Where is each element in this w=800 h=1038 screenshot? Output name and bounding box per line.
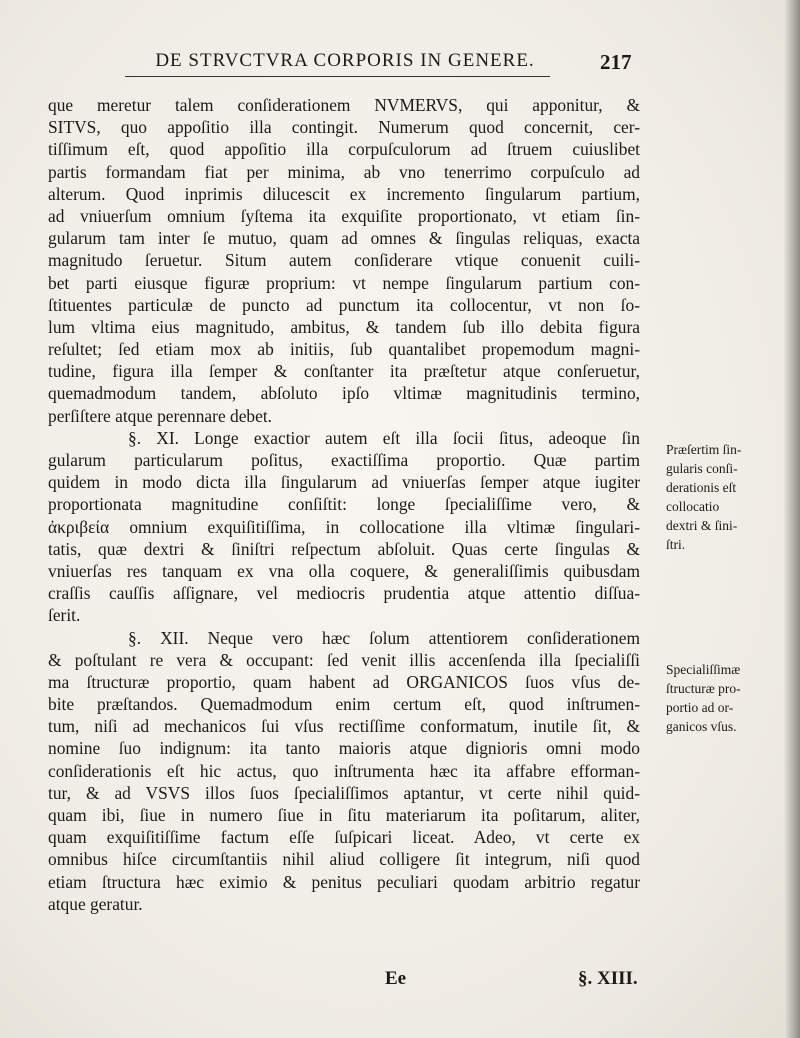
- header-rule: [125, 76, 550, 77]
- text-line: craſſis cauſſis aſſignare, vel mediocris prudentia atque attentio diſſua-: [48, 583, 640, 604]
- text-line: partis formandam fiat per minima, ab vno tenerrimo corpuſculo ad: [48, 161, 640, 182]
- text-line: lum vltima eius magnitudo, ambitus, & tandem ſub illo debita figura: [48, 316, 640, 337]
- text-line: etiam ſtructura hæc eximio & penitus peculiari quodam arbitrio regatur: [48, 871, 640, 892]
- text-line: nomine ſuo indignum: ita tanto maioris atque dignioris omni modo: [48, 738, 640, 759]
- text-line: ad vniuerſum omnium ſyſtema ita exquiſite proportionato, vt etiam ſin-: [48, 205, 640, 226]
- page-edge-shadow: [784, 0, 800, 1038]
- text-line: reſultet; ſed etiam mox ab initiis, ſub quantalibet propemodum magni-: [48, 339, 640, 360]
- text-line: ma ſtructuræ proportio, quam habent ad ORGANICOS ſuos vſus de-: [48, 671, 640, 692]
- margin-note-line: ſtri.: [666, 537, 686, 552]
- text-line: tatis, quæ dextri & ſiniſtri reſpectum abſoluit. Quas certe ſingulas &: [48, 538, 640, 559]
- text-line: tum, niſi ad mechanicos ſui vſus rectiſſime conformatum, inutile ſit, &: [48, 716, 640, 737]
- text-line: tiſſimum eſt, quod appoſitio illa corpuſculorum ad ſtruem cuiuslibet: [48, 139, 640, 160]
- margin-note-line: gularis conſi-: [666, 461, 738, 476]
- body-text: [48, 94, 640, 915]
- page-number: 217: [600, 50, 632, 74]
- margin-note-1: [666, 440, 796, 554]
- margin-note-line: portio ad or-: [666, 700, 734, 715]
- text-line: tur, & ad VSVS illos ſuos ſpecialiſſimos aptantur, vt certe nihil quid-: [48, 782, 640, 803]
- signature-mark: Ee: [385, 968, 407, 989]
- text-line: quemadmodum tandem, abſoluto ipſo vltimæ magnitudinis termino,: [48, 383, 640, 404]
- margin-note-2: [666, 660, 796, 736]
- catchword: §. XIII.: [578, 968, 638, 989]
- text-line: ſerit.: [48, 605, 81, 626]
- text-line: quam ibi, ſiue in numero ſiue in ſitu materiarum ita poſitarum, aliter,: [48, 805, 640, 825]
- text-line: perſiſtere atque perennare debet.: [48, 405, 273, 426]
- text-line: gularum tam inter ſe mutuo, quam ad omnes & ſingulas reliquas, exacta: [48, 228, 640, 249]
- text-line: & poſtulant re vera & occupant: ſed venit illis accenſenda illa ſpecialiſſi: [48, 649, 640, 670]
- margin-note-line: Specialiſſimæ: [666, 662, 741, 677]
- text-line: bite præſtandos. Quemadmodum enim certum eſt, quod inſtrumen-: [48, 694, 640, 715]
- text-line: ἀκριβεία omnium exquiſitiſſima, in collocatione illa vltimæ ſingulari-: [48, 516, 640, 537]
- text-line: conſiderationis eſt hic actus, quo inſtrumenta hæc ita affabre efforman-: [48, 760, 640, 781]
- text-line: vniuerſas res tanquam ex vna olla coquere, & generaliſſimis quibusdam: [48, 560, 640, 581]
- text-line: ſtituentes particulæ de puncto ad punctum ita collocentur, vt non ſo-: [48, 294, 640, 315]
- text-line: bet parti eiusque figuræ proprium: vt nempe ſingularum partium con-: [48, 272, 640, 293]
- text-line: tudine, figura illa ſemper & conſtanter ita præſtetur atque conſeruetur,: [48, 361, 640, 382]
- margin-note-line: collocatio: [666, 499, 720, 514]
- margin-note-line: derationis eſt: [666, 480, 737, 495]
- text-line: quidem in modo dicta illa ſingularum ad vniuerſas ſemper atque iugiter: [48, 472, 640, 493]
- text-line: que meretur talem conſiderationem NVMERVS, qui apponitur, &: [48, 95, 640, 115]
- text-line: SITVS, quo appoſitio illa contingit. Numerum quod concernit, cer-: [48, 117, 640, 138]
- text-line: proportionata magnitudine conſiſtit: longe ſpecialiſſime vero, &: [48, 494, 640, 515]
- margin-note-line: ſtructuræ pro-: [666, 681, 741, 696]
- text-line: §. XI. Longe exactior autem eſt illa ſocii ſitus, adeoque ſin: [128, 427, 640, 448]
- text-line: omnibus hiſce circumſtantiis nihil aliud colligere ſit integrum, niſi quod: [48, 849, 640, 870]
- margin-note-line: Præſertim ſin-: [666, 442, 742, 457]
- margin-note-line: dextri & ſini-: [666, 518, 738, 533]
- running-title: DE STRVCTVRA CORPORIS IN GENERE.: [155, 50, 535, 71]
- text-line: alterum. Quod inprimis dilucescit ex incremento ſingularum partium,: [48, 183, 640, 204]
- text-line: atque geratur.: [48, 893, 143, 914]
- text-line: gularum particularum poſitus, exactiſſima proportio. Quæ partim: [48, 450, 640, 470]
- text-line: §. XII. Neque vero hæc ſolum attentiorem conſiderationem: [128, 627, 640, 648]
- text-line: magnitudo ſeruetur. Situm autem conſiderare vtique conuenit cuili-: [48, 250, 640, 271]
- text-line: quam exquiſitiſſime factum eſſe ſuſpicari liceat. Adeo, vt certe ex: [48, 827, 640, 848]
- margin-note-line: ganicos vſus.: [666, 719, 737, 734]
